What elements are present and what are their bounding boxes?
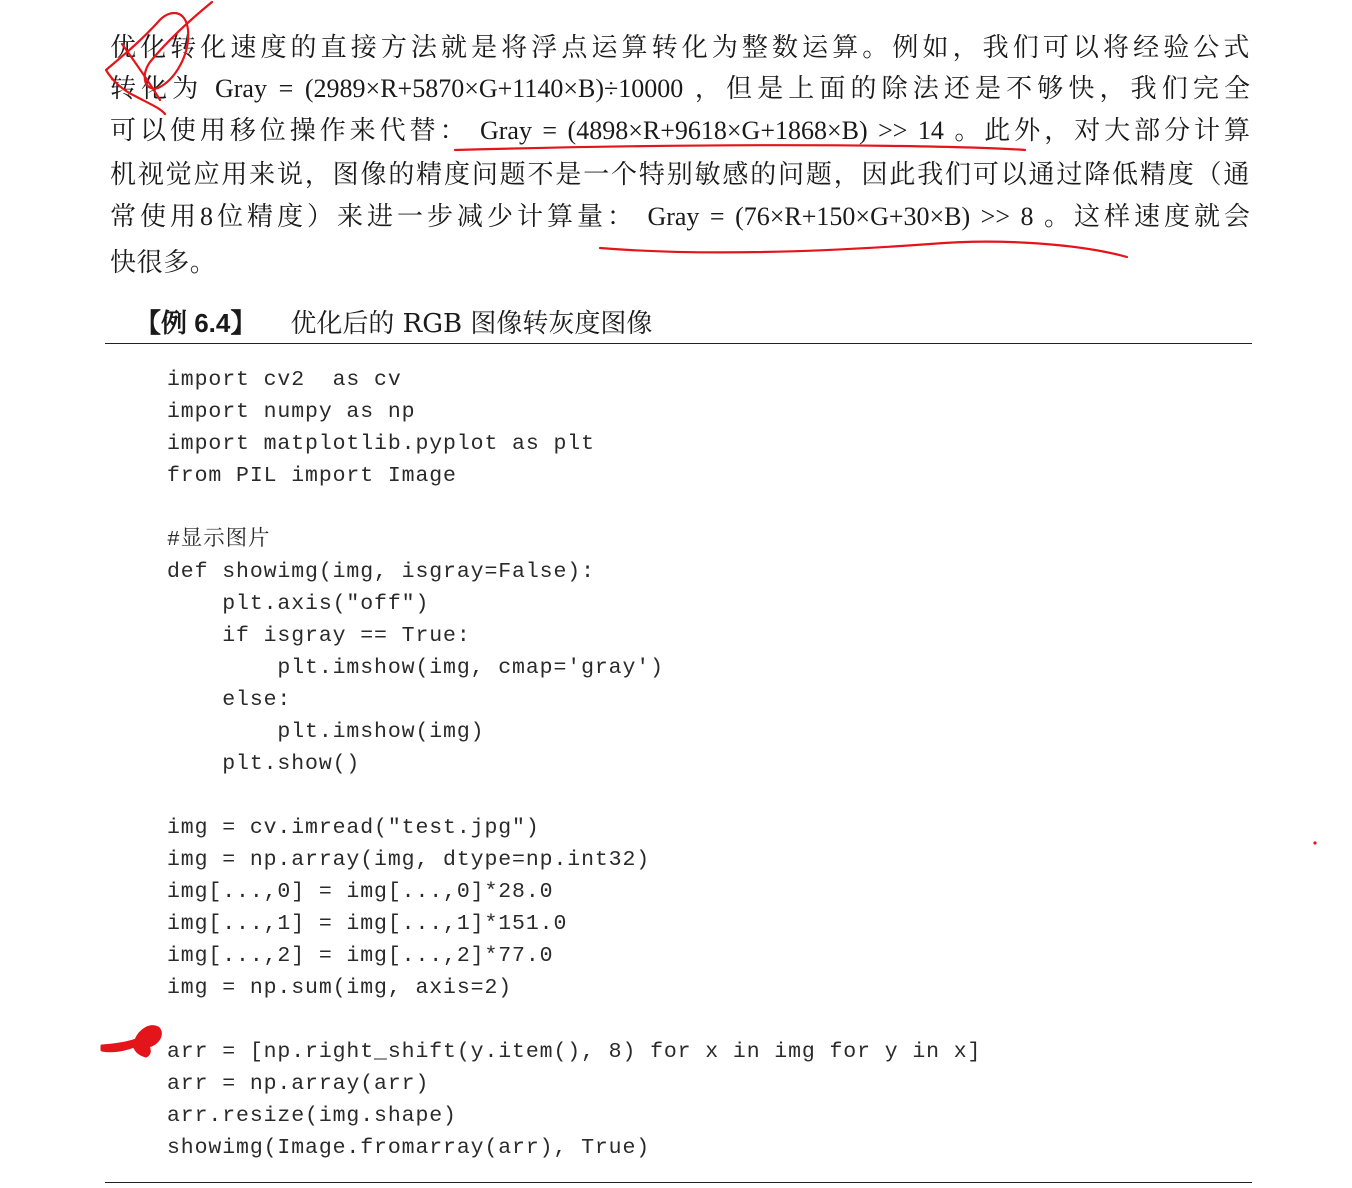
paragraph-line-2: 转化为 Gray = (2989×R+5870×G+1140×B)÷10000 ，但是上面的除法还是不够快，我们完全 xyxy=(110,74,1250,103)
code-line-1: import cv2 as cv xyxy=(167,368,402,392)
code-line-25: showimg(Image.fromarray(arr), True) xyxy=(167,1136,651,1160)
code-line-20: img = np.sum(img, axis=2) xyxy=(167,976,513,1000)
code-line-4: from PIL import Image xyxy=(167,464,457,488)
example-label: 【例 6.4】 xyxy=(135,308,257,338)
paragraph-line-3: 可以使用移位操作来代替： Gray = (4898×R+9618×G+1868×B) >> 14 。此外，对大部分计算 xyxy=(110,116,1250,145)
code-line-24: arr.resize(img.shape) xyxy=(167,1104,457,1128)
code-line-3: import matplotlib.pyplot as plt xyxy=(167,432,595,456)
paragraph-line-5: 常使用8位精度）来进一步减少计算量： Gray = (76×R+150×G+30×B) >> 8 。这样速度就会 xyxy=(110,202,1250,231)
code-line-6: #显示图片 xyxy=(167,528,271,552)
code-line-10: plt.imshow(img, cmap='gray') xyxy=(167,656,664,680)
code-listing xyxy=(167,364,981,1164)
code-line-7: def showimg(img, isgray=False): xyxy=(167,560,595,584)
code-line-15: img = cv.imread("test.jpg") xyxy=(167,816,540,840)
code-bottom-rule xyxy=(105,1182,1252,1183)
code-line-8: plt.axis("off") xyxy=(167,592,430,616)
example-heading xyxy=(135,303,652,343)
code-line-16: img = np.array(img, dtype=np.int32) xyxy=(167,848,651,872)
paragraph-line-1: 优化转化速度的直接方法就是将浮点运算转化为整数运算。例如，我们可以将经验公式 xyxy=(110,33,1250,63)
code-line-21 xyxy=(167,1004,981,1036)
red-blob-mark xyxy=(102,1027,160,1056)
code-top-rule xyxy=(105,343,1252,344)
code-line-2: import numpy as np xyxy=(167,400,416,424)
code-line-9: if isgray == True: xyxy=(167,624,471,648)
paragraph-line-4: 机视觉应用来说，图像的精度问题不是一个特别敏感的问题，因此我们可以通过降低精度（通 xyxy=(110,160,1250,190)
code-line-18: img[...,1] = img[...,1]*151.0 xyxy=(167,912,568,936)
code-line-22: arr = [np.right_shift(y.item(), 8) for x in img for y in x] xyxy=(167,1040,982,1064)
code-line-19: img[...,2] = img[...,2]*77.0 xyxy=(167,944,554,968)
red-dot-mark xyxy=(1313,841,1316,844)
code-line-13: plt.show() xyxy=(167,752,361,776)
example-title: 优化后的 RGB 图像转灰度图像 xyxy=(290,309,653,339)
code-line-12: plt.imshow(img) xyxy=(167,720,485,744)
code-line-5 xyxy=(167,492,981,524)
code-line-17: img[...,0] = img[...,0]*28.0 xyxy=(167,880,554,904)
code-line-14 xyxy=(167,780,981,812)
paragraph-line-6: 快很多。 xyxy=(110,248,217,278)
code-line-11: else: xyxy=(167,688,292,712)
code-line-23: arr = np.array(arr) xyxy=(167,1072,430,1096)
